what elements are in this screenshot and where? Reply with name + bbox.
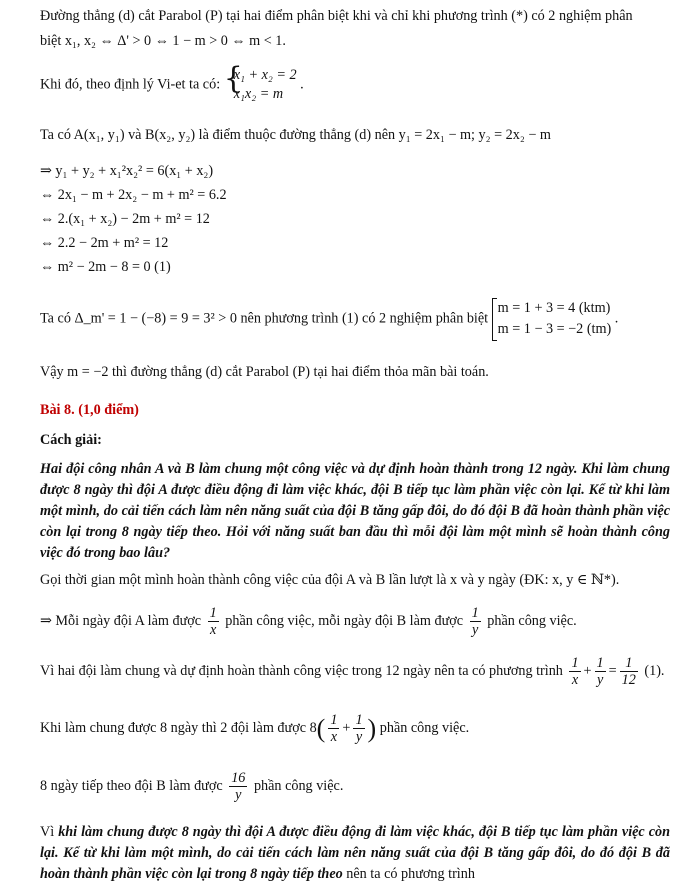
derivation-step: ⇔ m² − 2m − 8 = 0 (1)	[40, 259, 171, 275]
step3-text-b: (1).	[644, 663, 665, 680]
root-2: m = 1 − 3 = −2 (tm)	[497, 321, 612, 338]
fraction-1-over-y: $\frac{1}{y}$	[596, 655, 604, 689]
vieta-tail: .	[300, 76, 304, 93]
step2-text-b: phần công việc, mỗi ngày đội B làm được	[225, 613, 464, 630]
coefficient-8: 8	[309, 720, 317, 737]
solution-step-2	[40, 605, 670, 639]
fraction-1-over-12: $\frac{1}{12}$	[621, 655, 636, 689]
vieta-eq-product: x₁x₂ = m	[233, 86, 284, 103]
fraction-16-over-y: $\frac{16}{y}$	[231, 770, 246, 804]
curly-brace-icon: {	[223, 61, 243, 96]
step2-text-a: ⇒ Mỗi ngày đội A làm được	[40, 613, 202, 630]
step6-text-b: khi làm chung được 8 ngày thì đội A được điều động đi làm việc khác, đội B tiếp tục làm phần việc còn lại. Kể từ khi làm một mình, do cải tiến cách làm nên năng suất của đội B tăng gấp đôi, do đó đội B đã hoàn thành phần việc còn lại trong 8 ngày tiếp theo	[40, 824, 671, 882]
fraction-1-over-x: $\frac{1}{x}$	[209, 605, 217, 639]
vieta-paragraph	[40, 61, 670, 104]
fraction-1-over-x: $\frac{1}{x}$	[330, 712, 338, 746]
fraction-1-over-x: $\frac{1}{x}$	[571, 655, 579, 689]
conclusion: Vậy m = −2 thì đường thẳng (d) cắt Parabol (P) tại hai điểm thỏa mãn bài toán.	[40, 364, 489, 380]
step5-text-b: phần công việc.	[253, 778, 344, 795]
condition-line-2: biệt x₁, x₂ ⇔ Δ' > 0 ⇔ 1 − m > 0 ⇔ m < 1.	[40, 32, 286, 49]
delta-tail: .	[614, 310, 619, 327]
step6-text-a: Vì	[40, 824, 55, 840]
derivation-step: ⇔ 2.2 − 2m + m² = 12	[40, 235, 169, 251]
delta-paragraph	[40, 298, 670, 341]
solution-step-4: Khi làm chung được 8 ngày thì 2 đội làm được 8( $\frac{1}{x}$ + $\frac{1}{y}$ ) phần công việc.	[40, 712, 470, 746]
derivation-step: ⇒ y₁ + y₂ + x₁²x₂² = 6(x₁ + x₂)	[40, 163, 214, 179]
solution-step-1: Gọi thời gian một mình hoàn thành công việc của đội A và B lần lượt là x và y ngày (ĐK: x, y ∈ ℕ*).	[40, 572, 620, 588]
root-1: m = 1 + 3 = 4 (ktm)	[497, 300, 611, 316]
fraction-1-over-y: $\frac{1}{y}$	[471, 605, 479, 639]
method-label: Cách giải:	[40, 432, 102, 448]
vieta-eq-sum: x₁ + x₂ = 2	[233, 67, 297, 83]
delta-lead: Ta có Δ_m' = 1 − (−8) = 9 = 3² > 0 nên phương trình (1) có 2 nghiệm phân biệt	[40, 310, 489, 327]
problem-statement: Hai đội công nhân A và B làm chung một công việc và dự định hoàn thành trong 12 ngày. Khi làm chung được 8 ngày thì đội A được điều động đi làm việc khác, đội B tiếp tục làm phần việc còn lại. Kể từ khi làm một mình, do cải tiến cách làm nên năng suất của đội B tăng gấp đôi, do đó đội B đã hoàn thành phần việc còn lại trong 8 ngày tiếp theo. Hỏi với năng suất ban đầu thì mỗi đội làm một mình sẽ hoàn thành công việc đó trong bao lâu?	[40, 461, 670, 561]
roots-bracket	[492, 298, 612, 341]
step6-text-c: nên ta có phương trình	[346, 866, 475, 882]
step4-text-a: Khi làm chung được 8 ngày thì 2 đội làm được	[40, 720, 307, 737]
solution-step-5	[40, 770, 670, 804]
points-line: Ta có A(x₁, y₁) và B(x₂, y₂) là điểm thuộc đường thẳng (d) nên y₁ = 2x₁ − m; y₂ = 2x₂ − m	[40, 127, 551, 143]
vieta-system	[223, 61, 297, 104]
step4-text-b: phần công việc.	[379, 720, 470, 737]
step5-text-a: 8 ngày tiếp theo đội B làm được	[40, 778, 223, 795]
derivation-step: ⇔ 2.(x₁ + x₂) − 2m + m² = 12	[40, 211, 210, 227]
solution-step-3: Vì hai đội làm chung và dự định hoàn thành công việc trong 12 ngày nên ta có phương trình $\frac{1}{x}$ + $\frac{1}{y}$ = $\frac{1}{12}$ (1).	[40, 655, 665, 689]
step2-text-c: phần công việc.	[487, 613, 577, 630]
step3-text-a: Vì hai đội làm chung và dự định hoàn thành công việc trong 12 ngày nên ta có phương trình	[40, 663, 563, 680]
condition-line-1: Đường thẳng (d) cắt Parabol (P) tại hai điểm phân biệt khi và chỉ khi phương trình (*) có 2 nghiệm phân	[40, 8, 633, 24]
vieta-lead: Khi đó, theo định lý Vi-et ta có:	[40, 76, 221, 93]
derivation-step: ⇔ 2x₁ − m + 2x₂ − m + m² = 6.2	[40, 187, 227, 203]
solution-step-6	[40, 822, 670, 885]
section-heading: Bài 8. (1,0 điểm)	[40, 402, 139, 418]
paragraph-condition	[40, 6, 670, 51]
fraction-1-over-y: $\frac{1}{y}$	[355, 712, 363, 746]
left-paren-icon: (	[316, 713, 326, 743]
right-paren-icon: )	[367, 713, 377, 743]
derivation-block	[40, 159, 670, 279]
